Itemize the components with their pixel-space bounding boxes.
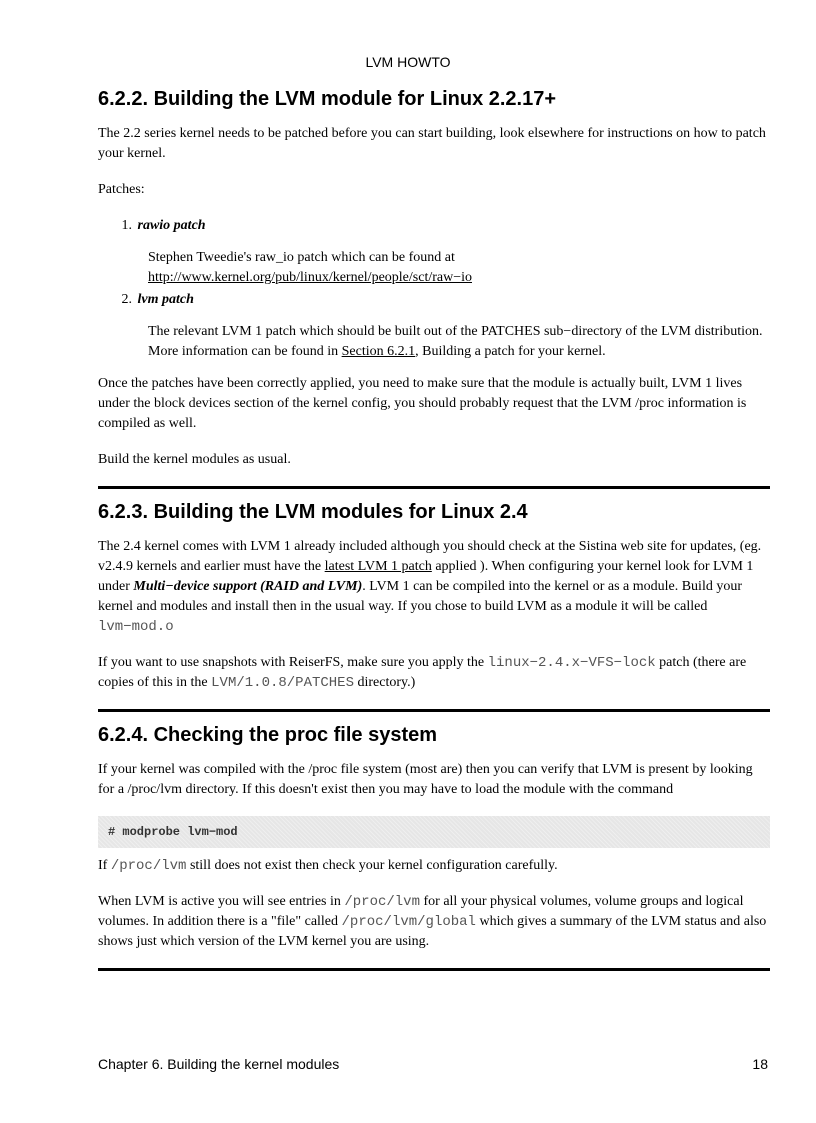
list-item-body (98, 248, 770, 288)
page-footer (98, 1056, 768, 1072)
patch-name: linux−2.4.x−VFS−lock (487, 655, 656, 671)
patches-label: Patches: (98, 182, 145, 197)
menu-path: Multi−device support (RAID and LVM) (133, 579, 363, 594)
section-divider (98, 709, 770, 712)
filename: lvm−mod.o (98, 619, 174, 635)
section-6-2-2 (98, 86, 770, 470)
text: If you want to use snapshots with ReiserFS, make sure you apply the (98, 655, 485, 670)
paragraph (98, 653, 770, 693)
path: /proc/lvm (344, 894, 420, 910)
text: patch (there are copies of this in the (98, 655, 747, 690)
list-item-text-after: , Building a patch for your kernel. (415, 344, 606, 359)
page-number: 18 (752, 1056, 768, 1072)
list-number: 2. (121, 292, 132, 307)
paragraph (98, 892, 770, 952)
list-number: 1. (121, 218, 132, 233)
section-6-2-3 (98, 499, 770, 693)
page-content (98, 86, 770, 981)
text: If (98, 858, 108, 873)
list-item-title: lvm patch (137, 292, 194, 307)
paragraph (98, 537, 770, 637)
list-item-text: Stephen Tweedie's raw_io patch which can be found at (148, 250, 455, 265)
list-item-body (98, 322, 770, 362)
paragraph: If your kernel was compiled with the /proc file system (most are) then you can verify that LVM is present by looking for a /proc/lvm directory. If this doesn't exist then you may have to load the module with the command (98, 762, 753, 797)
chapter-title: Chapter 6. Building the kernel modules (98, 1056, 340, 1072)
command-screen: # modprobe lvm−mod (98, 816, 770, 848)
list-item (98, 290, 770, 362)
section-heading: 6.2.2. Building the LVM module for Linux 2.2.17+ (98, 88, 557, 110)
directory-name: LVM/1.0.8/PATCHES (211, 675, 354, 691)
paragraph: Once the patches have been correctly applied, you need to make sure that the module is actually built, LVM 1 lives under the block devices section of the kernel config, you should probably request that the LVM /proc information is compiled as well. (98, 376, 747, 431)
section-6-2-1-link[interactable]: Section 6.2.1 (341, 344, 416, 359)
rawio-patch-link[interactable]: http://www.kernel.org/pub/linux/kernel/people/sct/raw−io (148, 270, 472, 285)
section-6-2-4 (98, 722, 770, 952)
section-heading: 6.2.3. Building the LVM modules for Linux 2.4 (98, 501, 528, 523)
text: still does not exist then check your kernel configuration carefully. (189, 858, 558, 873)
path: /proc/lvm/global (341, 914, 476, 930)
text: which gives a summary of the LVM status and also shows just which version of the LVM kernel you are using. (98, 914, 767, 949)
patches-list (98, 216, 770, 362)
text: applied ). When configuring your kernel look for LVM 1 under (98, 559, 754, 594)
section-heading: 6.2.4. Checking the proc file system (98, 724, 438, 746)
paragraph: The 2.2 series kernel needs to be patched before you can start building, look elsewhere for instructions on how to patch your kernel. (98, 126, 766, 161)
running-header: LVM HOWTO (365, 54, 451, 70)
section-divider (98, 968, 770, 971)
text: The 2.4 kernel comes with LVM 1 already included although you should check at the Sistina web site for updates, (eg. v2.4.9 kernels and earlier must have the (98, 539, 762, 574)
paragraph: Build the kernel modules as usual. (98, 452, 291, 467)
paragraph (98, 856, 770, 876)
list-item-title: rawio patch (137, 218, 206, 233)
text: . LVM 1 can be compiled into the kernel or as a module. Build your kernel and modules and install then in the usual way. If you chose to build LVM as a module it will be called (98, 579, 743, 614)
text: When LVM is active you will see entries in (98, 894, 341, 909)
text: for all your physical volumes, volume groups and logical volumes. In addition there is a "file" called (98, 894, 744, 929)
path: /proc/lvm (110, 858, 187, 874)
list-item-text: The relevant LVM 1 patch which should be built out of the PATCHES sub−directory of the LVM distribution. More information can be found in (148, 324, 763, 359)
section-divider (98, 486, 770, 489)
latest-lvm-patch-link[interactable]: latest LVM 1 patch (324, 559, 432, 574)
text: directory.) (357, 675, 416, 690)
list-item (98, 216, 770, 288)
